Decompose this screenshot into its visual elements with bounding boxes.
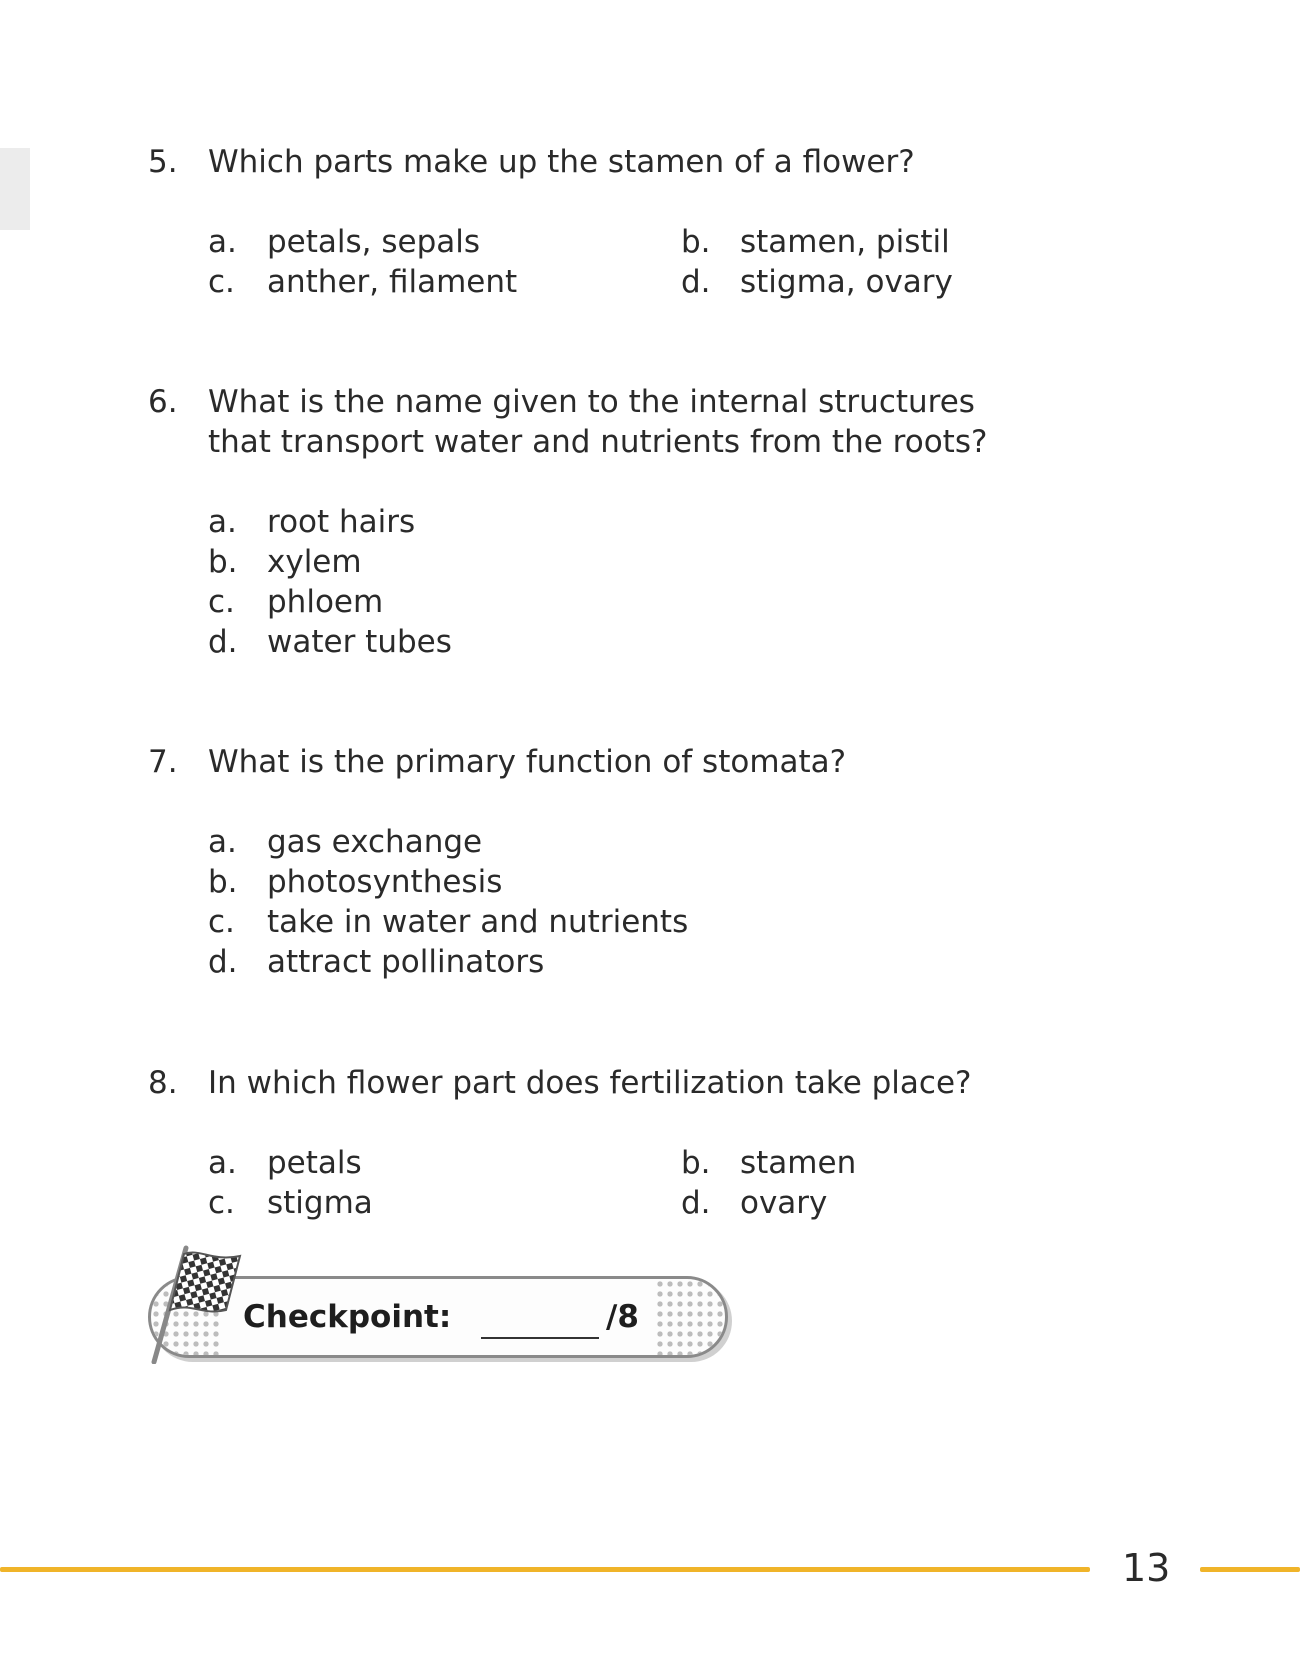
option-b[interactable]: [208, 542, 1148, 582]
checkered-flag-icon: [140, 1244, 250, 1364]
option-letter: b.: [681, 1145, 711, 1181]
footer-rule-left: [0, 1567, 1090, 1572]
question-text: Which parts make up the stamen of a flower?: [208, 144, 915, 180]
question-8: [148, 1063, 1148, 1223]
side-tab-marker: [0, 148, 30, 230]
option-c[interactable]: [208, 262, 681, 302]
question-text: In which flower part does fertilization take place?: [208, 1065, 972, 1101]
option-a[interactable]: [208, 502, 1148, 542]
option-text: take in water and nutrients: [267, 904, 689, 940]
option-text: stamen: [740, 1145, 857, 1181]
option-letter: b.: [208, 864, 238, 900]
answer-options: [208, 822, 1148, 982]
option-a[interactable]: [208, 822, 1148, 862]
option-text: stamen, pistil: [740, 224, 950, 260]
option-c[interactable]: [208, 582, 1148, 622]
option-text: gas exchange: [267, 824, 483, 860]
dot-pattern-right: [655, 1279, 725, 1355]
footer-rule-right: [1200, 1567, 1300, 1572]
answer-options: [208, 502, 1148, 662]
score-blank[interactable]: [481, 1337, 599, 1339]
option-a[interactable]: [208, 1143, 681, 1183]
option-text: anther, filament: [267, 264, 518, 300]
option-letter: c.: [208, 584, 235, 620]
checkpoint-label: Checkpoint:: [243, 1299, 452, 1335]
option-text: water tubes: [267, 624, 452, 660]
question-5: [148, 142, 1148, 302]
option-letter: a.: [208, 504, 237, 540]
option-text: root hairs: [267, 504, 416, 540]
option-c[interactable]: [208, 902, 1148, 942]
option-c[interactable]: [208, 1183, 681, 1223]
option-letter: c.: [208, 1185, 235, 1221]
option-text: petals: [267, 1145, 362, 1181]
option-text: stigma: [267, 1185, 373, 1221]
checkpoint-total: /8: [606, 1299, 639, 1335]
option-a[interactable]: [208, 222, 681, 262]
option-text: petals, sepals: [267, 224, 481, 260]
option-b[interactable]: [681, 222, 1081, 262]
option-letter: c.: [208, 904, 235, 940]
question-7: [148, 742, 1148, 982]
option-text: phloem: [267, 584, 384, 620]
option-letter: d.: [208, 624, 238, 660]
option-d[interactable]: [208, 942, 1148, 982]
option-text: ovary: [740, 1185, 828, 1221]
option-letter: c.: [208, 264, 235, 300]
question-text: What is the name given to the internal structures that transport water and nutrients from the roots?: [208, 384, 988, 460]
option-letter: b.: [208, 544, 238, 580]
option-d[interactable]: [681, 1183, 1081, 1223]
option-letter: d.: [681, 1185, 711, 1221]
question-number: 5.: [148, 144, 178, 180]
page-number: 13: [1122, 1546, 1171, 1590]
option-d[interactable]: [681, 262, 1081, 302]
option-letter: d.: [681, 264, 711, 300]
question-number: 8.: [148, 1065, 178, 1101]
option-text: attract pollinators: [267, 944, 545, 980]
option-letter: a.: [208, 824, 237, 860]
option-text: photosynthesis: [267, 864, 503, 900]
answer-options: [208, 1143, 1148, 1223]
option-letter: d.: [208, 944, 238, 980]
option-text: stigma, ovary: [740, 264, 953, 300]
option-letter: b.: [681, 224, 711, 260]
question-6: [148, 382, 1148, 662]
answer-options: [208, 222, 1148, 302]
option-b[interactable]: [208, 862, 1148, 902]
option-letter: a.: [208, 1145, 237, 1181]
option-b[interactable]: [681, 1143, 1081, 1183]
question-number: 7.: [148, 744, 178, 780]
option-d[interactable]: [208, 622, 1148, 662]
question-text: What is the primary function of stomata?: [208, 744, 847, 780]
option-text: xylem: [267, 544, 362, 580]
option-letter: a.: [208, 224, 237, 260]
question-number: 6.: [148, 384, 178, 420]
